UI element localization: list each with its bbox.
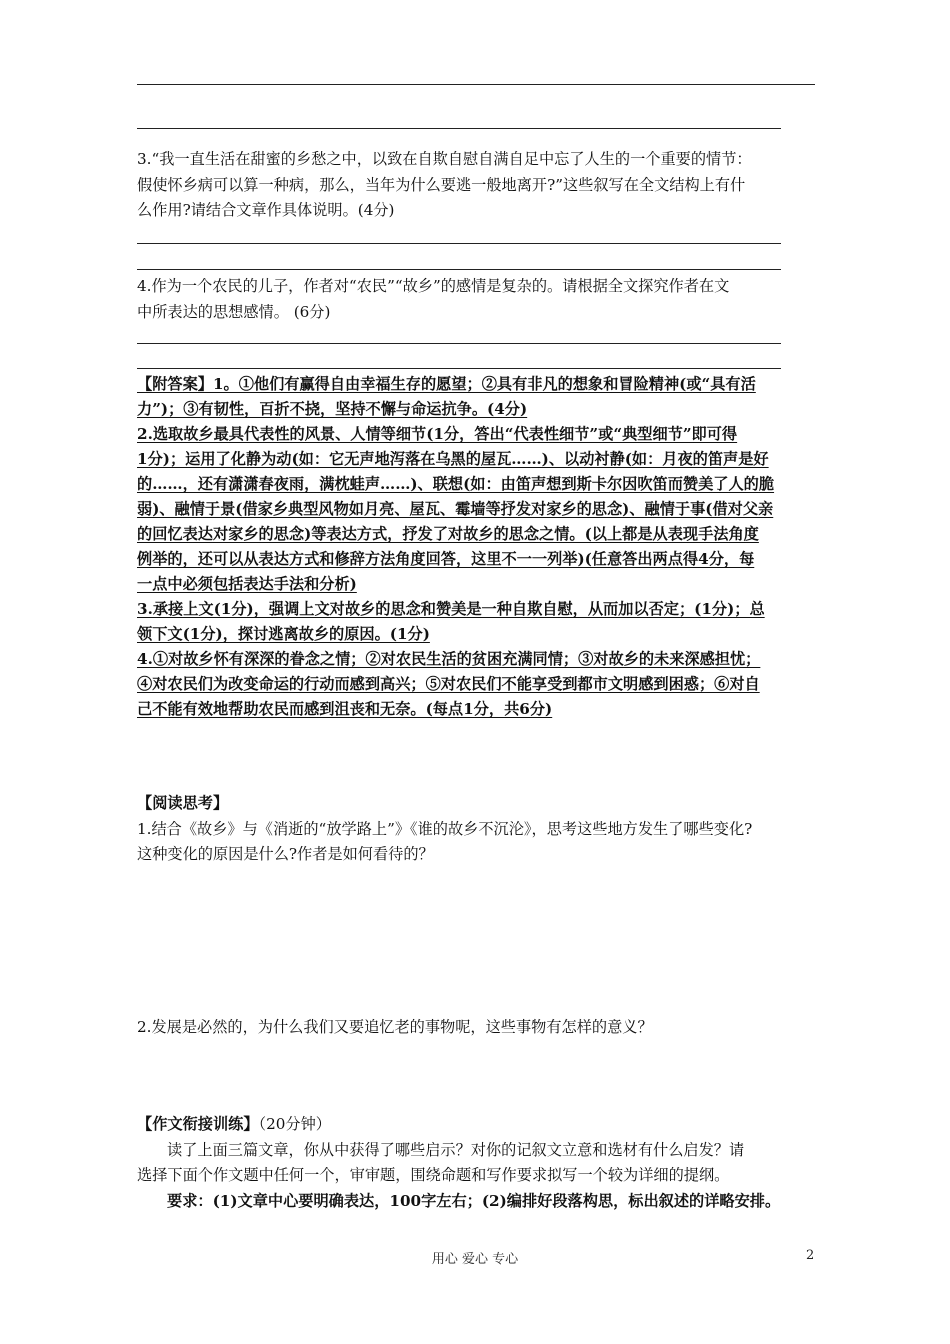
question-3-line: 3.“我一直生活在甜蜜的乡愁之中，以致在自欺自慰自满自足中忘了人生的一个重要的情节： xyxy=(137,150,752,168)
answer-line-text: 3.承接上文(1分)，强调上文对故乡的思念和赞美是一种自欺自慰，从而加以否定；(1分)；总 xyxy=(137,600,765,618)
answer-line-text: 己不能有效地帮助农民而感到沮丧和无奈。(每点1分，共6分) xyxy=(137,700,553,718)
question-4 xyxy=(137,274,815,325)
reading-question-1-line: 这种变化的原因是什么?作者是如何看待的？ xyxy=(137,845,434,863)
header-rule xyxy=(137,84,815,85)
answer-line xyxy=(137,269,781,270)
answer-line-text: 2.选取故乡最具代表性的风景、人情等细节(1分，答出“代表性细节”或“典型细节”即可得 xyxy=(137,425,738,443)
answer-line xyxy=(137,128,781,129)
answer-line-text: 的……，还有潇潇春夜雨，满枕蛙声……)、联想(如：由笛声想到斯卡尔因吹笛而赞美了人的脆 xyxy=(137,475,775,493)
reading-question-2-text: 2.发展是必然的，为什么我们又要追忆老的事物呢，这些事物有怎样的意义？ xyxy=(137,1018,653,1036)
answer-line-text: ④对农民们为改变命运的行动而感到高兴；⑤对农民们不能享受到都市文明感到困惑；⑥对自 xyxy=(137,675,760,693)
question-4-line: 中所表达的思想感情。 (6分) xyxy=(137,302,331,321)
answer-line-text: 弱)、融情于景(借家乡典型风物如月亮、屋瓦、霉墙等抒发对家乡的思念)、融情于事(借对父亲 xyxy=(137,500,774,518)
answer-line-text: 【附答案】1。①他们有赢得自由幸福生存的愿望；②具有非凡的想象和冒险精神(或“具有活 xyxy=(137,375,756,393)
writing-section xyxy=(137,1112,815,1214)
writing-requirement: 要求：(1)文章中心要明确表达，100字左右；(2)编排好段落构思，标出叙述的详略安排。 xyxy=(167,1191,781,1210)
question-4-line: 4.作为一个农民的儿子，作者对“农民”“故乡”的感情是复杂的。请根据全文探究作者在文 xyxy=(137,277,730,295)
reading-section xyxy=(137,791,815,868)
answer-line xyxy=(137,343,781,344)
page-number: 2 xyxy=(806,1248,815,1263)
answer-key xyxy=(137,372,815,722)
answer-line-text: 4.①对故乡怀有深深的眷念之情；②对农民生活的贫困充满同情；③对故乡的未来深感担忧； xyxy=(137,650,761,668)
reading-question-2 xyxy=(137,1015,815,1041)
writing-paragraph-line: 选择下面个作文题中任何一个，审审题，围绕命题和写作要求拟写一个较为详细的提纲。 xyxy=(137,1166,730,1184)
answer-line-text: 例举的，还可以从表达方式和修辞方法角度回答，这里不一一列举)(任意答出两点得4分，每 xyxy=(137,550,755,568)
answer-line-text: 的回忆表达对家乡的思念)等表达方式，抒发了对故乡的思念之情。(以上都是从表现手法角度 xyxy=(137,525,759,543)
page-footer: 用心 爱心 专心 xyxy=(431,1252,519,1267)
reading-heading: 【阅读思考】 xyxy=(137,794,229,812)
answer-line-text: 领下文(1分)，探讨逃离故乡的原因。(1分) xyxy=(137,625,430,643)
answer-line xyxy=(137,243,781,244)
answer-line-text: 力”)；③有韧性，百折不挠，坚持不懈与命运抗争。(4分) xyxy=(137,400,528,418)
answer-line-text: 一点中必须包括表达手法和分析) xyxy=(137,575,357,593)
answer-line xyxy=(137,368,781,369)
question-3-line: 么作用?请结合文章作具体说明。(4分) xyxy=(137,201,395,219)
answer-line-text: 1分)；运用了化静为动(如：它无声地泻落在乌黑的屋瓦……)、以动衬静(如：月夜的笛声是好 xyxy=(137,450,769,468)
reading-question-1-line: 1.结合《故乡》与《消逝的“放学路上”》《谁的故乡不沉沦》，思考这些地方发生了哪些变化? xyxy=(137,819,753,838)
question-3 xyxy=(137,147,815,224)
writing-paragraph-line: 读了上面三篇文章，你从中获得了哪些启示？对你的记叙文立意和选材有什么启发？请 xyxy=(167,1140,745,1159)
writing-duration: （20分钟） xyxy=(258,1115,331,1133)
writing-heading: 【作文衔接训练】 xyxy=(137,1115,259,1133)
question-3-line: 假使怀乡病可以算一种病，那么，当年为什么要逃一般地离开?”这些叙写在全文结构上有什 xyxy=(137,175,746,194)
